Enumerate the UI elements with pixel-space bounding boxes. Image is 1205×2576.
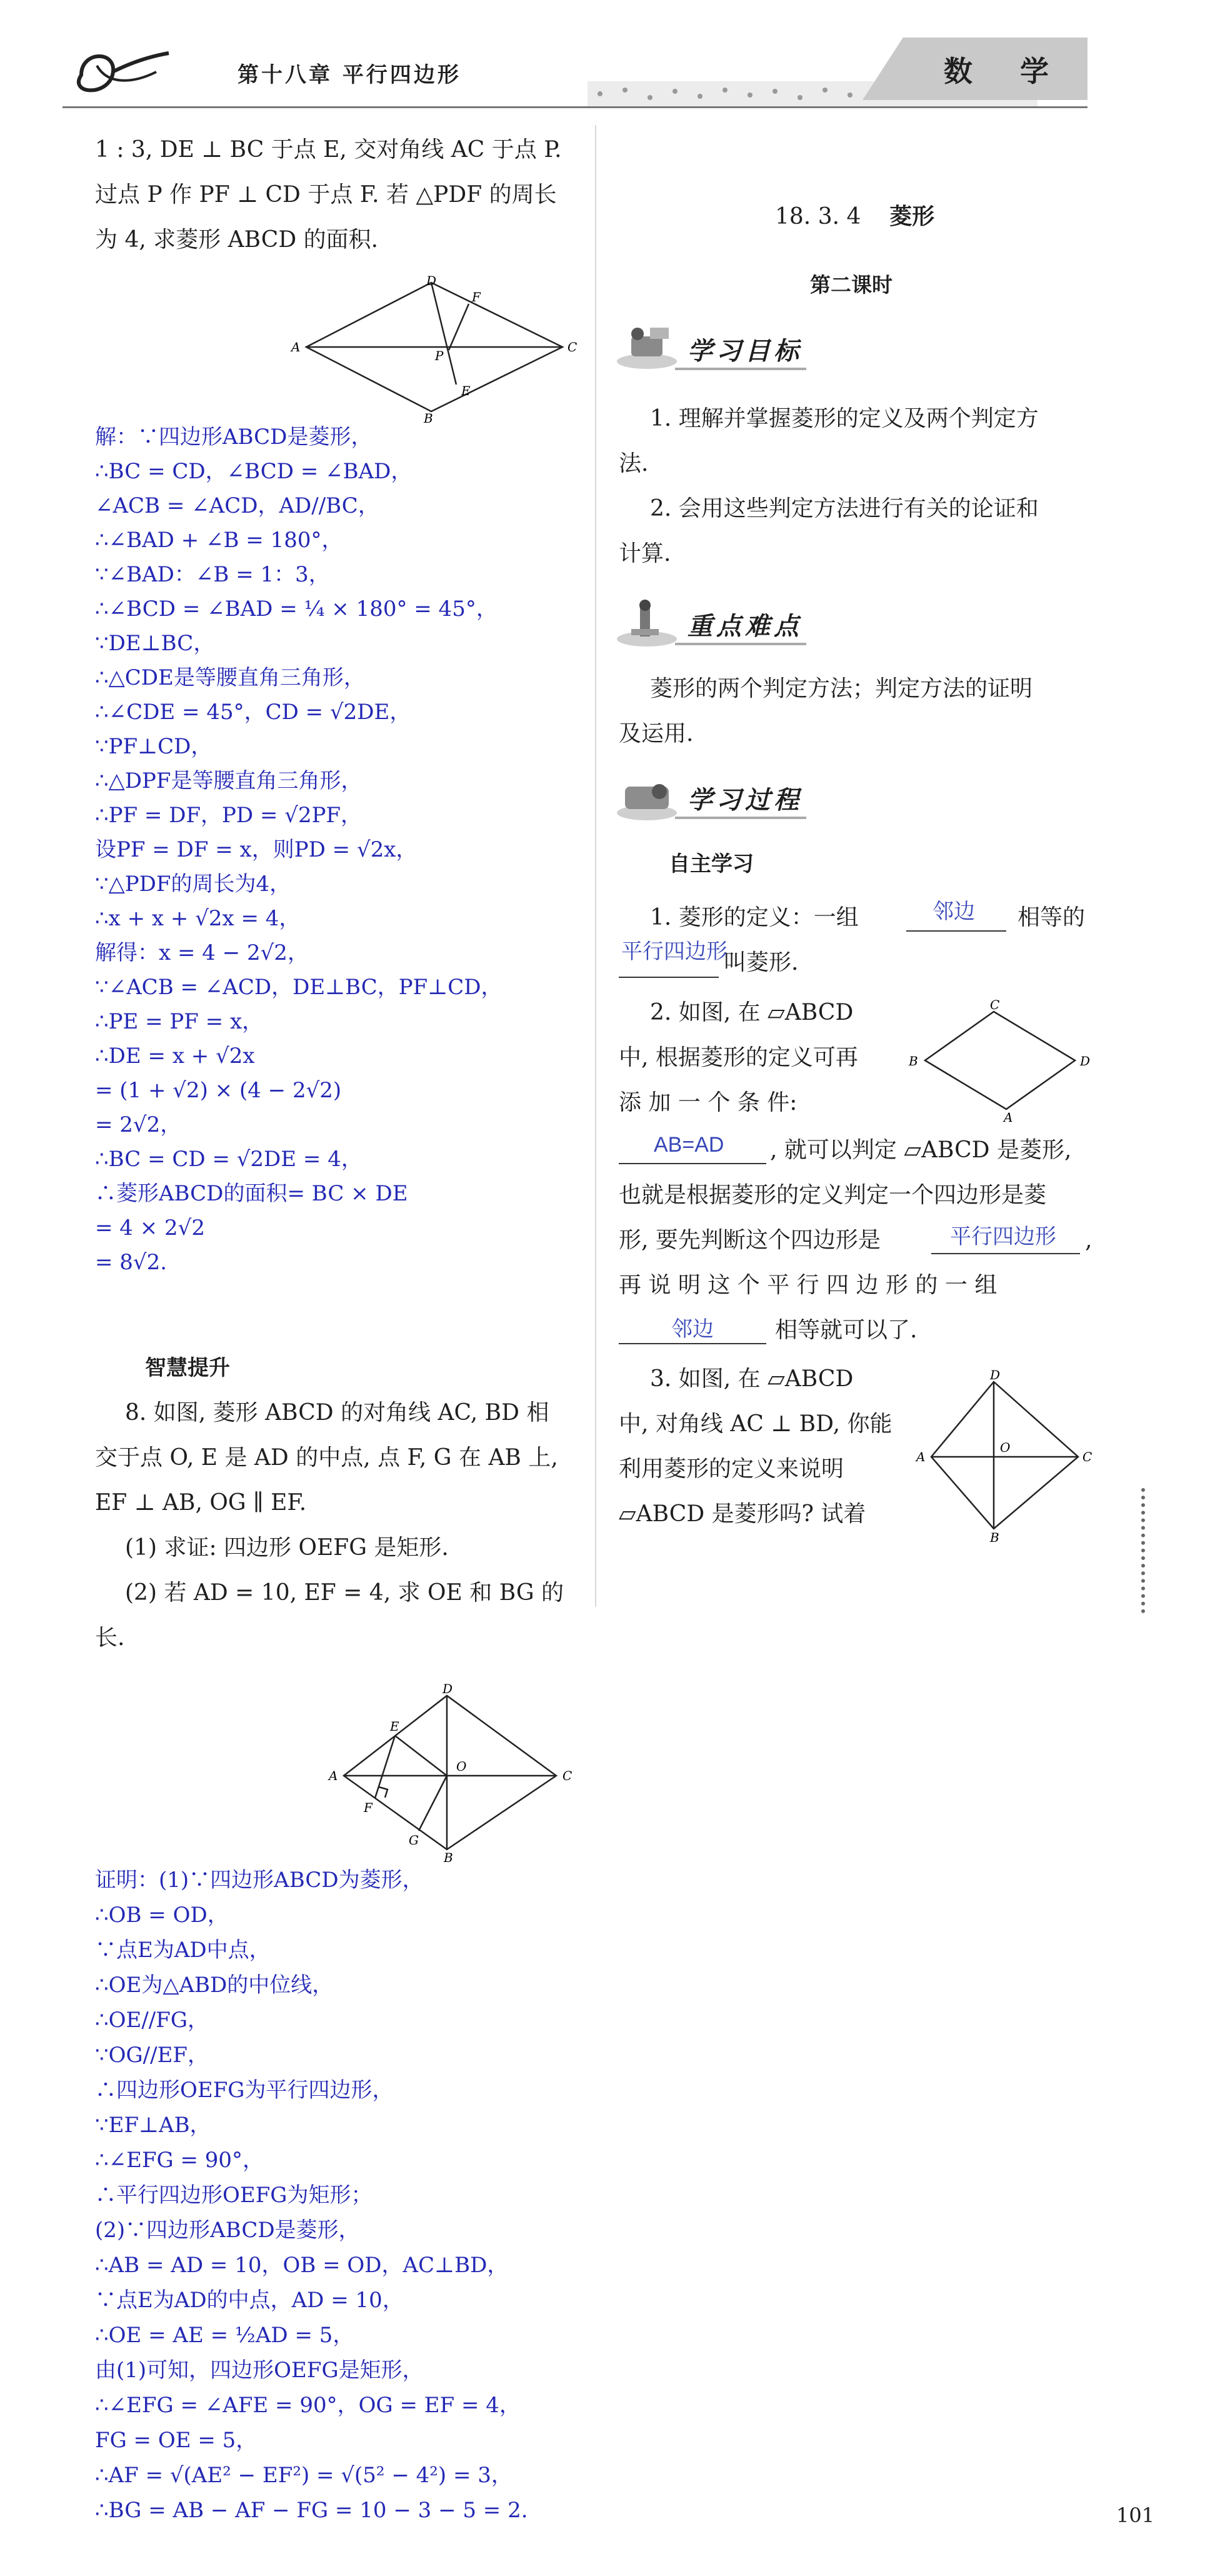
process-underline [675,817,806,819]
lesson-title: 第二课时 [810,273,892,297]
problem8-line: EF ⊥ AB, OG ∥ EF. [95,1490,307,1516]
solution2-line: ∴AB = AD = 10，OB = OD，AC⊥BD， [95,2253,509,2278]
fig2-label-O: O [456,1759,467,1774]
solution1-line: = (1 + √2) × (4 − 2√2) [95,1078,342,1103]
problem8-line: 长. [95,1625,125,1651]
solution1-line: = 4 × 2√2 [95,1215,205,1240]
key-line: 菱形的两个判定方法；判定方法的证明 [650,676,1033,702]
section-number-text: 18. 3. 4 [775,204,861,229]
fig1-label-F: F [472,289,481,304]
goal-line: 2. 会用这些判定方法进行有关的论证和 [650,496,1039,521]
solution1-line: ∴BC = CD，∠BCD = ∠BAD， [95,459,412,484]
fig3-label-A: A [1004,1110,1013,1125]
solution1-line: ∴菱形ABCD的面积= BC × DE [95,1181,408,1206]
key-line: 及运用. [619,721,694,747]
problem8-line: (2) 若 AD = 10, EF = 4, 求 OE 和 BG 的 [125,1580,564,1606]
q1-blank1 [906,930,1006,932]
solution1-line: 设PF = DF = x，则PD = √2x， [95,837,418,862]
solution2-line: ∴∠EFG = ∠AFE = 90°，OG = EF = 4， [95,2393,521,2418]
solution2-line: (2)∵四边形ABCD是菱形， [95,2218,360,2243]
goal-line: 法. [619,451,649,476]
solution1-line: ∵△PDF的周长为4， [95,872,291,897]
q2-line5-suffix: 相等就可以了. [775,1317,918,1343]
fig3-label-D: D [1080,1054,1091,1069]
solution1-line: ∵DE⊥BC， [95,631,215,656]
fig2-label-E: E [390,1719,399,1734]
problem-line: 过点 P 作 PF ⊥ CD 于点 F. 若 △PDF 的周长 [95,182,557,208]
fig2-label-A: A [329,1768,338,1783]
q3-line: 中, 对角线 AC ⊥ BD, 你能 [619,1411,892,1437]
q1-prefix: 1. 菱形的定义：一组 [650,905,859,930]
header-rule [62,106,1088,108]
solution2-line: ∵EF⊥AB， [95,2113,211,2138]
solution1-line: ∴PF = DF，PD = √2PF， [95,803,362,828]
section-title-wisdom: 智慧提升 [145,1356,230,1381]
fig4-label-O: O [1000,1440,1011,1455]
solution1-line: = 8√2. [95,1250,168,1275]
key-points-title: 重点难点 [688,611,802,641]
solution1-line: ∴DE = x + √2x [95,1044,255,1069]
solution1-line: ∴x + x + √2x = 4， [95,906,301,931]
margin-dots [1141,1488,1149,1613]
section-name: 菱形 [889,203,935,229]
fig2-label-F: F [364,1800,372,1815]
fig3-label-B: B [909,1054,918,1069]
solution2-line: ∵点E为AD中点， [95,1938,271,1963]
q2-after1: , 就可以判定 ▱ABCD 是菱形, [770,1137,1072,1163]
problem-line: 1 : 3, DE ⊥ BC 于点 E, 交对角线 AC 于点 P. [95,137,562,163]
solution1-line: 解得：x = 4 − 2√2， [95,940,309,965]
q1-suffix: 叫菱形. [724,950,799,975]
solution1-line: 解：∵四边形ABCD是菱形， [95,425,372,450]
fig1-label-E: E [461,383,471,398]
problem8-line: (1) 求证: 四边形 OEFG 是矩形. [125,1535,449,1561]
q2-line: 添 加 一 个 条 件: [619,1090,798,1115]
solution2-line: ∴AF = √(AE² − EF²) = √(5² − 4²) = 3， [95,2463,512,2488]
q2-line: 中, 根据菱形的定义可再 [619,1045,858,1070]
problem8-line: 8. 如图, 菱形 ABCD 的对角线 AC, BD 相 [125,1400,549,1426]
solution1-line: = 2√2， [95,1112,182,1137]
q2-answer1: AB=AD [654,1133,724,1157]
solution2-line: ∴BG = AB − AF − FG = 10 − 3 − 5 = 2. [95,2498,528,2523]
solution2-line: FG = OE = 5， [95,2428,258,2453]
solution1-line: ∴△DPF是等腰直角三角形， [95,768,362,793]
q2-line3-prefix: 形, 要先判断这个四边形是 [619,1227,881,1253]
solution2-line: ∵OG//EF， [95,2043,209,2068]
q2-line2: 也就是根据菱形的定义判定一个四边形是菱 [619,1182,1047,1208]
solution1-line: ∴BC = CD = √2DE = 4， [95,1147,362,1172]
fig1-label-C: C [568,340,578,355]
section-number [775,199,934,234]
fig1-label-P: P [435,348,444,363]
solution1-line: ∵∠BAD：∠B = 1：3， [95,562,330,587]
fig2-label-B: B [444,1850,453,1865]
fig4-label-B: B [990,1530,999,1545]
parallelogram-figure-3 [900,998,1100,1123]
problem8-line: 交于点 O, E 是 AD 的中点, 点 F, G 在 AB 上, [95,1445,558,1471]
chapter-logo-icon [62,38,175,106]
fig1-label-B: B [424,411,433,426]
solution2-line: ∴平行四边形OEFG为矩形； [95,2183,372,2208]
solution2-line: ∵点E为AD的中点，AD = 10， [95,2288,404,2313]
key-points-icon [612,599,681,649]
goals-underline [675,368,806,370]
solution1-line: ∵∠ACB = ∠ACD，DE⊥BC，PF⊥CD， [95,975,502,1000]
q2-line4: 再 说 明 这 个 平 行 四 边 形 的 一 组 [619,1272,998,1298]
fig3-label-C: C [990,997,1000,1012]
chapter-title: 第十八章 平行四边形 [238,63,461,88]
q2-answer2: 平行四边形 [950,1225,1056,1249]
solution1-line: ∴△CDE是等腰直角三角形， [95,665,365,690]
rhombus-figure-4 [912,1369,1100,1544]
solution1-line: ∴∠BCD = ∠BAD = ¼ × 180° = 45°， [95,596,498,621]
goals-title: 学习目标 [688,336,802,366]
solution2-line: ∴OE//FG， [95,2008,209,2033]
key-points-underline [675,643,806,645]
solution2-line: ∴OE = AE = ½AD = 5， [95,2323,354,2348]
fig1-label-A: A [291,340,301,355]
q2-comma: , [1085,1227,1092,1253]
solution1-line: ∴∠CDE = 45°，CD = √2DE， [95,700,411,725]
fig1-label-D: D [426,273,437,288]
solution2-line: 由(1)可知，四边形OEFG是矩形， [95,2358,424,2383]
solution2-line: ∴四边形OEFG为平行四边形， [95,2078,394,2103]
header-bar [0,0,1205,119]
process-title: 学习过程 [688,785,802,815]
q2-blank1 [619,1163,766,1164]
q3-line: 利用菱形的定义来说明 [619,1456,844,1482]
q1-answer1: 邻边 [932,900,975,923]
q1-answer2: 平行四边形 [621,940,728,963]
fig4-label-C: C [1082,1449,1092,1464]
fig2-label-D: D [442,1681,453,1696]
solution1-line: ∴PE = PF = x， [95,1009,264,1034]
q2-answer3: 邻边 [671,1317,714,1341]
solution2-line: ∴∠EFG = 90°， [95,2148,264,2173]
solution2-line: 证明：(1)∵四边形ABCD为菱形， [95,1868,424,1893]
goal-line: 1. 理解并掌握菱形的定义及两个判定方 [650,406,1039,431]
q3-line: 3. 如图, 在 ▱ABCD [650,1366,854,1392]
column-divider [595,125,596,1607]
q1-mid: 相等的 [1018,905,1086,930]
process-icon [612,773,681,823]
solution1-line: ∠ACB = ∠ACD，AD//BC， [95,493,379,518]
rhombus-figure-2 [325,1682,588,1863]
goal-line: 计算. [619,541,671,566]
q2-blank2 [931,1253,1080,1254]
fig4-label-A: A [916,1449,926,1464]
fig2-label-G: G [409,1833,419,1848]
q2-line: 2. 如图, 在 ▱ABCD [650,1000,854,1025]
fig2-label-C: C [562,1768,572,1783]
subject-label: 数 学 [944,54,1068,88]
problem-line: 为 4, 求菱形 ABCD 的面积. [95,227,379,253]
solution1-line: ∵PF⊥CD， [95,734,212,759]
solution2-line: ∴OB = OD， [95,1903,229,1928]
solution2-line: ∴OE为△ABD的中位线， [95,1973,334,1998]
fig4-label-D: D [990,1367,1001,1382]
q3-line: ▱ABCD 是菱形吗? 试着 [619,1501,866,1527]
solution1-line: ∴∠BAD + ∠B = 180°， [95,528,343,553]
self-study-title: 自主学习 [669,852,754,877]
q2-blank3 [619,1343,766,1344]
q1-blank2 [619,977,719,978]
page-number: 101 [1116,2503,1155,2527]
rhombus-figure-1 [288,273,578,426]
goals-icon [612,323,681,373]
